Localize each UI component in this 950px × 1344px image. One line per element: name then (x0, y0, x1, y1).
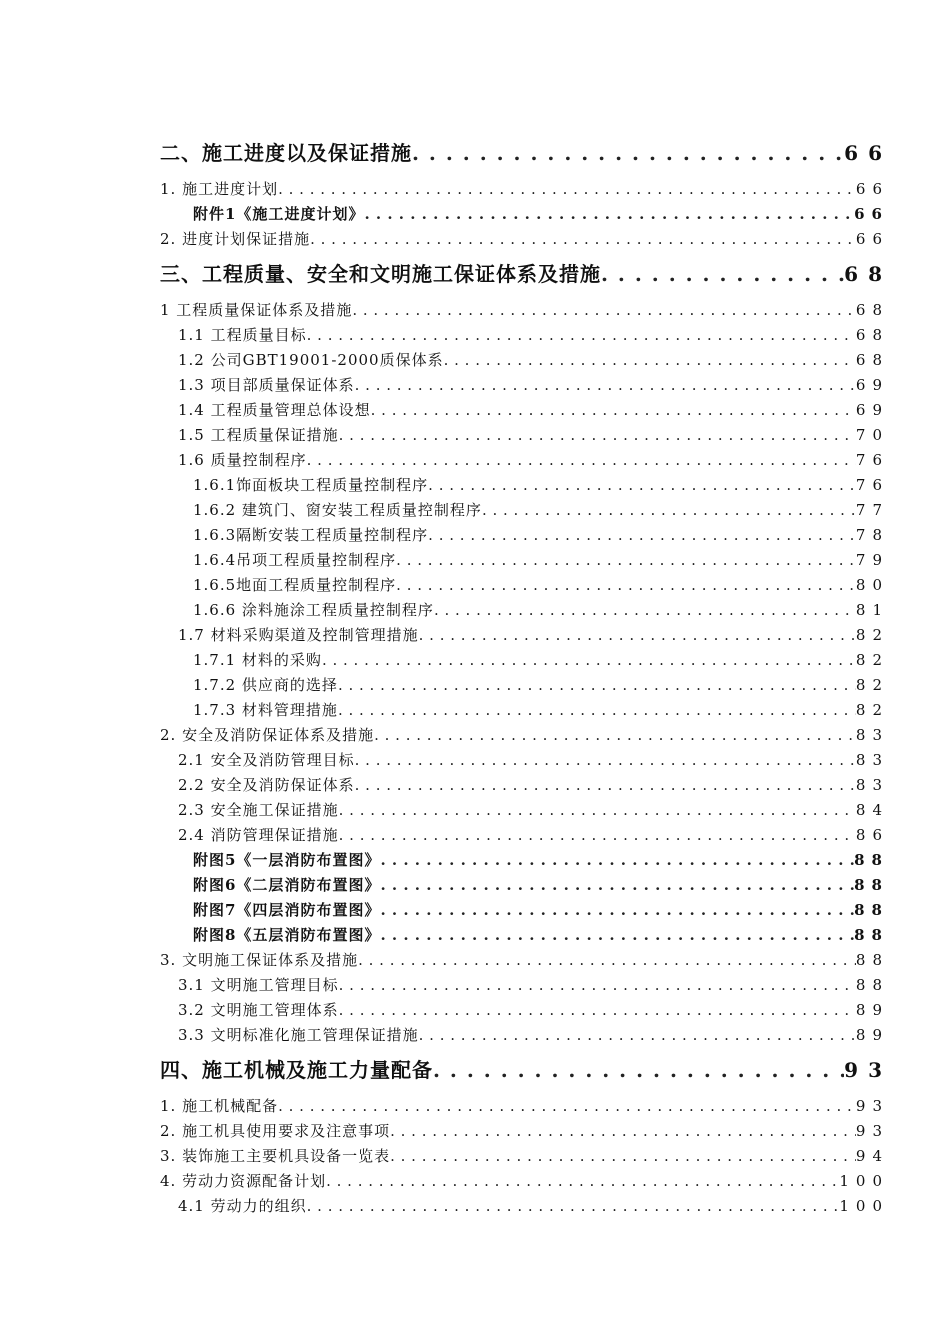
toc-entry[interactable] (160, 870, 889, 895)
dot-leader (307, 325, 856, 345)
dot-leader (433, 1057, 844, 1083)
toc-page-number: 82 (855, 701, 889, 719)
toc-entry[interactable] (160, 945, 889, 970)
toc-entry-title: 4.1 劳动力的组织 (178, 1197, 307, 1215)
toc-entry[interactable] (160, 1020, 889, 1045)
toc-entry[interactable] (160, 620, 889, 645)
toc-entry-title: 1.6.1饰面板块工程质量控制程序 (193, 476, 429, 494)
toc-entry[interactable] (160, 745, 889, 770)
toc-entry[interactable] (160, 320, 889, 345)
toc-entry[interactable] (160, 495, 889, 520)
toc-page-number: 76 (855, 476, 889, 494)
toc-entry-title: 2. 安全及消防保证体系及措施 (160, 726, 375, 744)
dot-leader (482, 500, 856, 520)
toc-entry-title: 2.4 消防管理保证措施 (178, 826, 339, 844)
toc-page-number: 80 (855, 576, 889, 594)
toc-heading[interactable] (160, 253, 892, 287)
toc-entry-title: 3. 装饰施工主要机具设备一览表 (160, 1147, 391, 1165)
dot-leader (374, 725, 856, 745)
toc-entry[interactable] (160, 1091, 889, 1116)
dot-leader (419, 625, 856, 645)
toc-entry-title: 1.6 质量控制程序 (178, 451, 307, 469)
dot-leader (355, 775, 856, 795)
dot-leader (396, 550, 856, 570)
toc-entry[interactable] (160, 695, 889, 720)
toc-entry[interactable] (160, 445, 889, 470)
dot-leader (278, 1096, 856, 1116)
toc-page-number: 68 (855, 326, 889, 344)
dot-leader (339, 425, 856, 445)
toc-page-number: 93 (855, 1122, 889, 1140)
toc-entry-title: 1.2 公司GBT19001-2000质保体系 (178, 351, 444, 369)
toc-entry[interactable] (160, 395, 889, 420)
toc-entry[interactable] (160, 845, 889, 870)
toc-page-number: 81 (855, 601, 889, 619)
toc-entry[interactable] (160, 174, 889, 199)
toc-entry[interactable] (160, 645, 889, 670)
toc-page-number: 89 (855, 1001, 889, 1019)
toc-entry-title: 3.3 文明标准化施工管理保证措施 (178, 1026, 419, 1044)
toc-entry-title: 1.3 项目部质量保证体系 (178, 376, 355, 394)
toc-page-number: 88 (854, 876, 889, 894)
toc-entry-title: 2. 施工机具使用要求及注意事项 (160, 1122, 391, 1140)
toc-page-number: 66 (854, 205, 889, 223)
toc-entry[interactable] (160, 920, 889, 945)
dot-leader (310, 229, 856, 249)
toc-entry[interactable] (160, 595, 889, 620)
toc-entry[interactable] (160, 470, 889, 495)
toc-entry-title: 四、施工机械及施工力量配备 (160, 1058, 433, 1082)
dot-leader (412, 140, 844, 166)
toc-entry[interactable] (160, 795, 889, 820)
toc-page-number: 79 (855, 551, 889, 569)
toc-entry-title: 附图6《二层消防布置图》 (193, 876, 381, 894)
dot-leader (339, 800, 856, 820)
dot-leader (419, 1025, 856, 1045)
toc-page-number: 88 (855, 976, 889, 994)
dot-leader (355, 750, 856, 770)
toc-entry[interactable] (160, 820, 889, 845)
toc-page-number: 89 (855, 1026, 889, 1044)
table-of-contents (160, 136, 892, 1216)
dot-leader (358, 950, 856, 970)
toc-entry-title: 2.2 安全及消防保证体系 (178, 776, 355, 794)
toc-entry-title: 1.1 工程质量目标 (178, 326, 307, 344)
toc-entry-title: 附图5《一层消防布置图》 (193, 851, 381, 869)
toc-entry-title: 3.1 文明施工管理目标 (178, 976, 339, 994)
toc-entry-title: 3. 文明施工保证体系及措施 (160, 951, 359, 969)
toc-page-number: 100 (839, 1172, 889, 1190)
toc-entry[interactable] (160, 770, 889, 795)
toc-entry-title: 1.6.2 建筑门、窗安装工程质量控制程序 (193, 501, 482, 519)
toc-page-number: 77 (855, 501, 889, 519)
toc-entry-title: 1. 施工进度计划 (160, 180, 279, 198)
toc-page-number: 78 (855, 526, 889, 544)
toc-entry[interactable] (160, 570, 889, 595)
toc-page-number: 76 (855, 451, 889, 469)
toc-entry[interactable] (160, 370, 889, 395)
dot-leader (322, 650, 856, 670)
toc-entry-title: 1.7.2 供应商的选择 (193, 676, 338, 694)
toc-entry[interactable] (160, 970, 889, 995)
toc-page-number: 93 (855, 1097, 889, 1115)
toc-entry[interactable] (160, 720, 889, 745)
toc-entry[interactable] (160, 995, 889, 1020)
toc-page-number: 86 (855, 826, 889, 844)
dot-leader (371, 400, 856, 420)
toc-entry-title: 1.7.1 材料的采购 (193, 651, 322, 669)
dot-leader (380, 900, 854, 920)
toc-page-number: 84 (855, 801, 889, 819)
dot-leader (278, 179, 856, 199)
dot-leader (338, 700, 856, 720)
toc-entry[interactable] (160, 345, 889, 370)
toc-page-number: 94 (855, 1147, 889, 1165)
toc-entry[interactable] (160, 520, 889, 545)
toc-entry[interactable] (160, 1166, 889, 1191)
toc-heading[interactable] (160, 136, 892, 166)
toc-entry-title: 三、工程质量、安全和文明施工保证体系及措施 (160, 262, 601, 286)
toc-entry-title: 1.6.5地面工程质量控制程序 (193, 576, 397, 594)
dot-leader (380, 925, 854, 945)
toc-page-number: 88 (854, 926, 889, 944)
toc-page-number: 66 (844, 141, 892, 165)
toc-page-number: 66 (855, 230, 889, 248)
dot-leader (355, 375, 856, 395)
dot-leader (339, 975, 856, 995)
toc-page-number: 88 (854, 901, 889, 919)
toc-entry-title: 1.6.6 涂料施涂工程质量控制程序 (193, 601, 434, 619)
dot-leader (339, 825, 856, 845)
toc-entry-title: 1.7.3 材料管理措施 (193, 701, 338, 719)
toc-entry[interactable] (160, 895, 889, 920)
toc-heading[interactable] (160, 1049, 892, 1083)
toc-page-number: 88 (855, 951, 889, 969)
toc-entry[interactable] (160, 199, 889, 224)
toc-entry[interactable] (160, 670, 889, 695)
dot-leader (364, 204, 854, 224)
toc-entry-title: 附图7《四层消防布置图》 (193, 901, 381, 919)
toc-entry-title: 1.7 材料采购渠道及控制管理措施 (178, 626, 419, 644)
toc-entry-title: 1. 施工机械配备 (160, 1097, 279, 1115)
dot-leader (307, 1196, 840, 1216)
dot-leader (352, 300, 856, 320)
toc-entry-title: 1.4 工程质量管理总体设想 (178, 401, 371, 419)
dot-leader (428, 525, 856, 545)
toc-page-number: 68 (844, 262, 892, 286)
toc-entry-title: 2. 进度计划保证措施 (160, 230, 311, 248)
toc-entry-title: 二、施工进度以及保证措施 (160, 141, 412, 165)
toc-entry-title: 1 工程质量保证体系及措施 (160, 301, 353, 319)
toc-entry-title: 附件1《施工进度计划》 (193, 205, 365, 223)
toc-entry-title: 3.2 文明施工管理体系 (178, 1001, 339, 1019)
toc-page-number: 82 (855, 676, 889, 694)
dot-leader (444, 350, 856, 370)
toc-entry[interactable] (160, 1116, 889, 1141)
toc-entry-title: 2.1 安全及消防管理目标 (178, 751, 355, 769)
toc-page-number: 82 (855, 651, 889, 669)
dot-leader (339, 1000, 856, 1020)
toc-page-number: 68 (855, 351, 889, 369)
toc-entry-title: 4. 劳动力资源配备计划 (160, 1172, 327, 1190)
dot-leader (307, 450, 856, 470)
toc-entry[interactable] (160, 1191, 889, 1216)
dot-leader (380, 850, 854, 870)
toc-page-number: 93 (844, 1058, 892, 1082)
dot-leader (338, 675, 856, 695)
toc-entry-title: 附图8《五层消防布置图》 (193, 926, 381, 944)
toc-page-number: 83 (855, 726, 889, 744)
toc-page-number: 66 (855, 180, 889, 198)
toc-entry[interactable] (160, 420, 889, 445)
toc-page-number: 100 (839, 1197, 889, 1215)
toc-page-number: 70 (855, 426, 889, 444)
dot-leader (434, 600, 856, 620)
toc-entry-title: 1.6.4吊项工程质量控制程序 (193, 551, 397, 569)
toc-page-number: 68 (855, 301, 889, 319)
toc-entry-title: 1.5 工程质量保证措施 (178, 426, 339, 444)
dot-leader (390, 1146, 856, 1166)
dot-leader (428, 475, 856, 495)
toc-entry[interactable] (160, 1141, 889, 1166)
toc-entry-title: 1.6.3隔断安装工程质量控制程序 (193, 526, 429, 544)
toc-page-number: 83 (855, 751, 889, 769)
dot-leader (380, 875, 854, 895)
dot-leader (390, 1121, 856, 1141)
toc-page-number: 69 (855, 376, 889, 394)
toc-entry[interactable] (160, 295, 889, 320)
toc-entry[interactable] (160, 224, 889, 249)
dot-leader (396, 575, 856, 595)
toc-page-number: 82 (855, 626, 889, 644)
dot-leader (326, 1171, 839, 1191)
toc-page-number: 88 (854, 851, 889, 869)
toc-entry[interactable] (160, 545, 889, 570)
dot-leader (601, 261, 844, 287)
toc-page-number: 69 (855, 401, 889, 419)
toc-entry-title: 2.3 安全施工保证措施 (178, 801, 339, 819)
toc-page-number: 83 (855, 776, 889, 794)
